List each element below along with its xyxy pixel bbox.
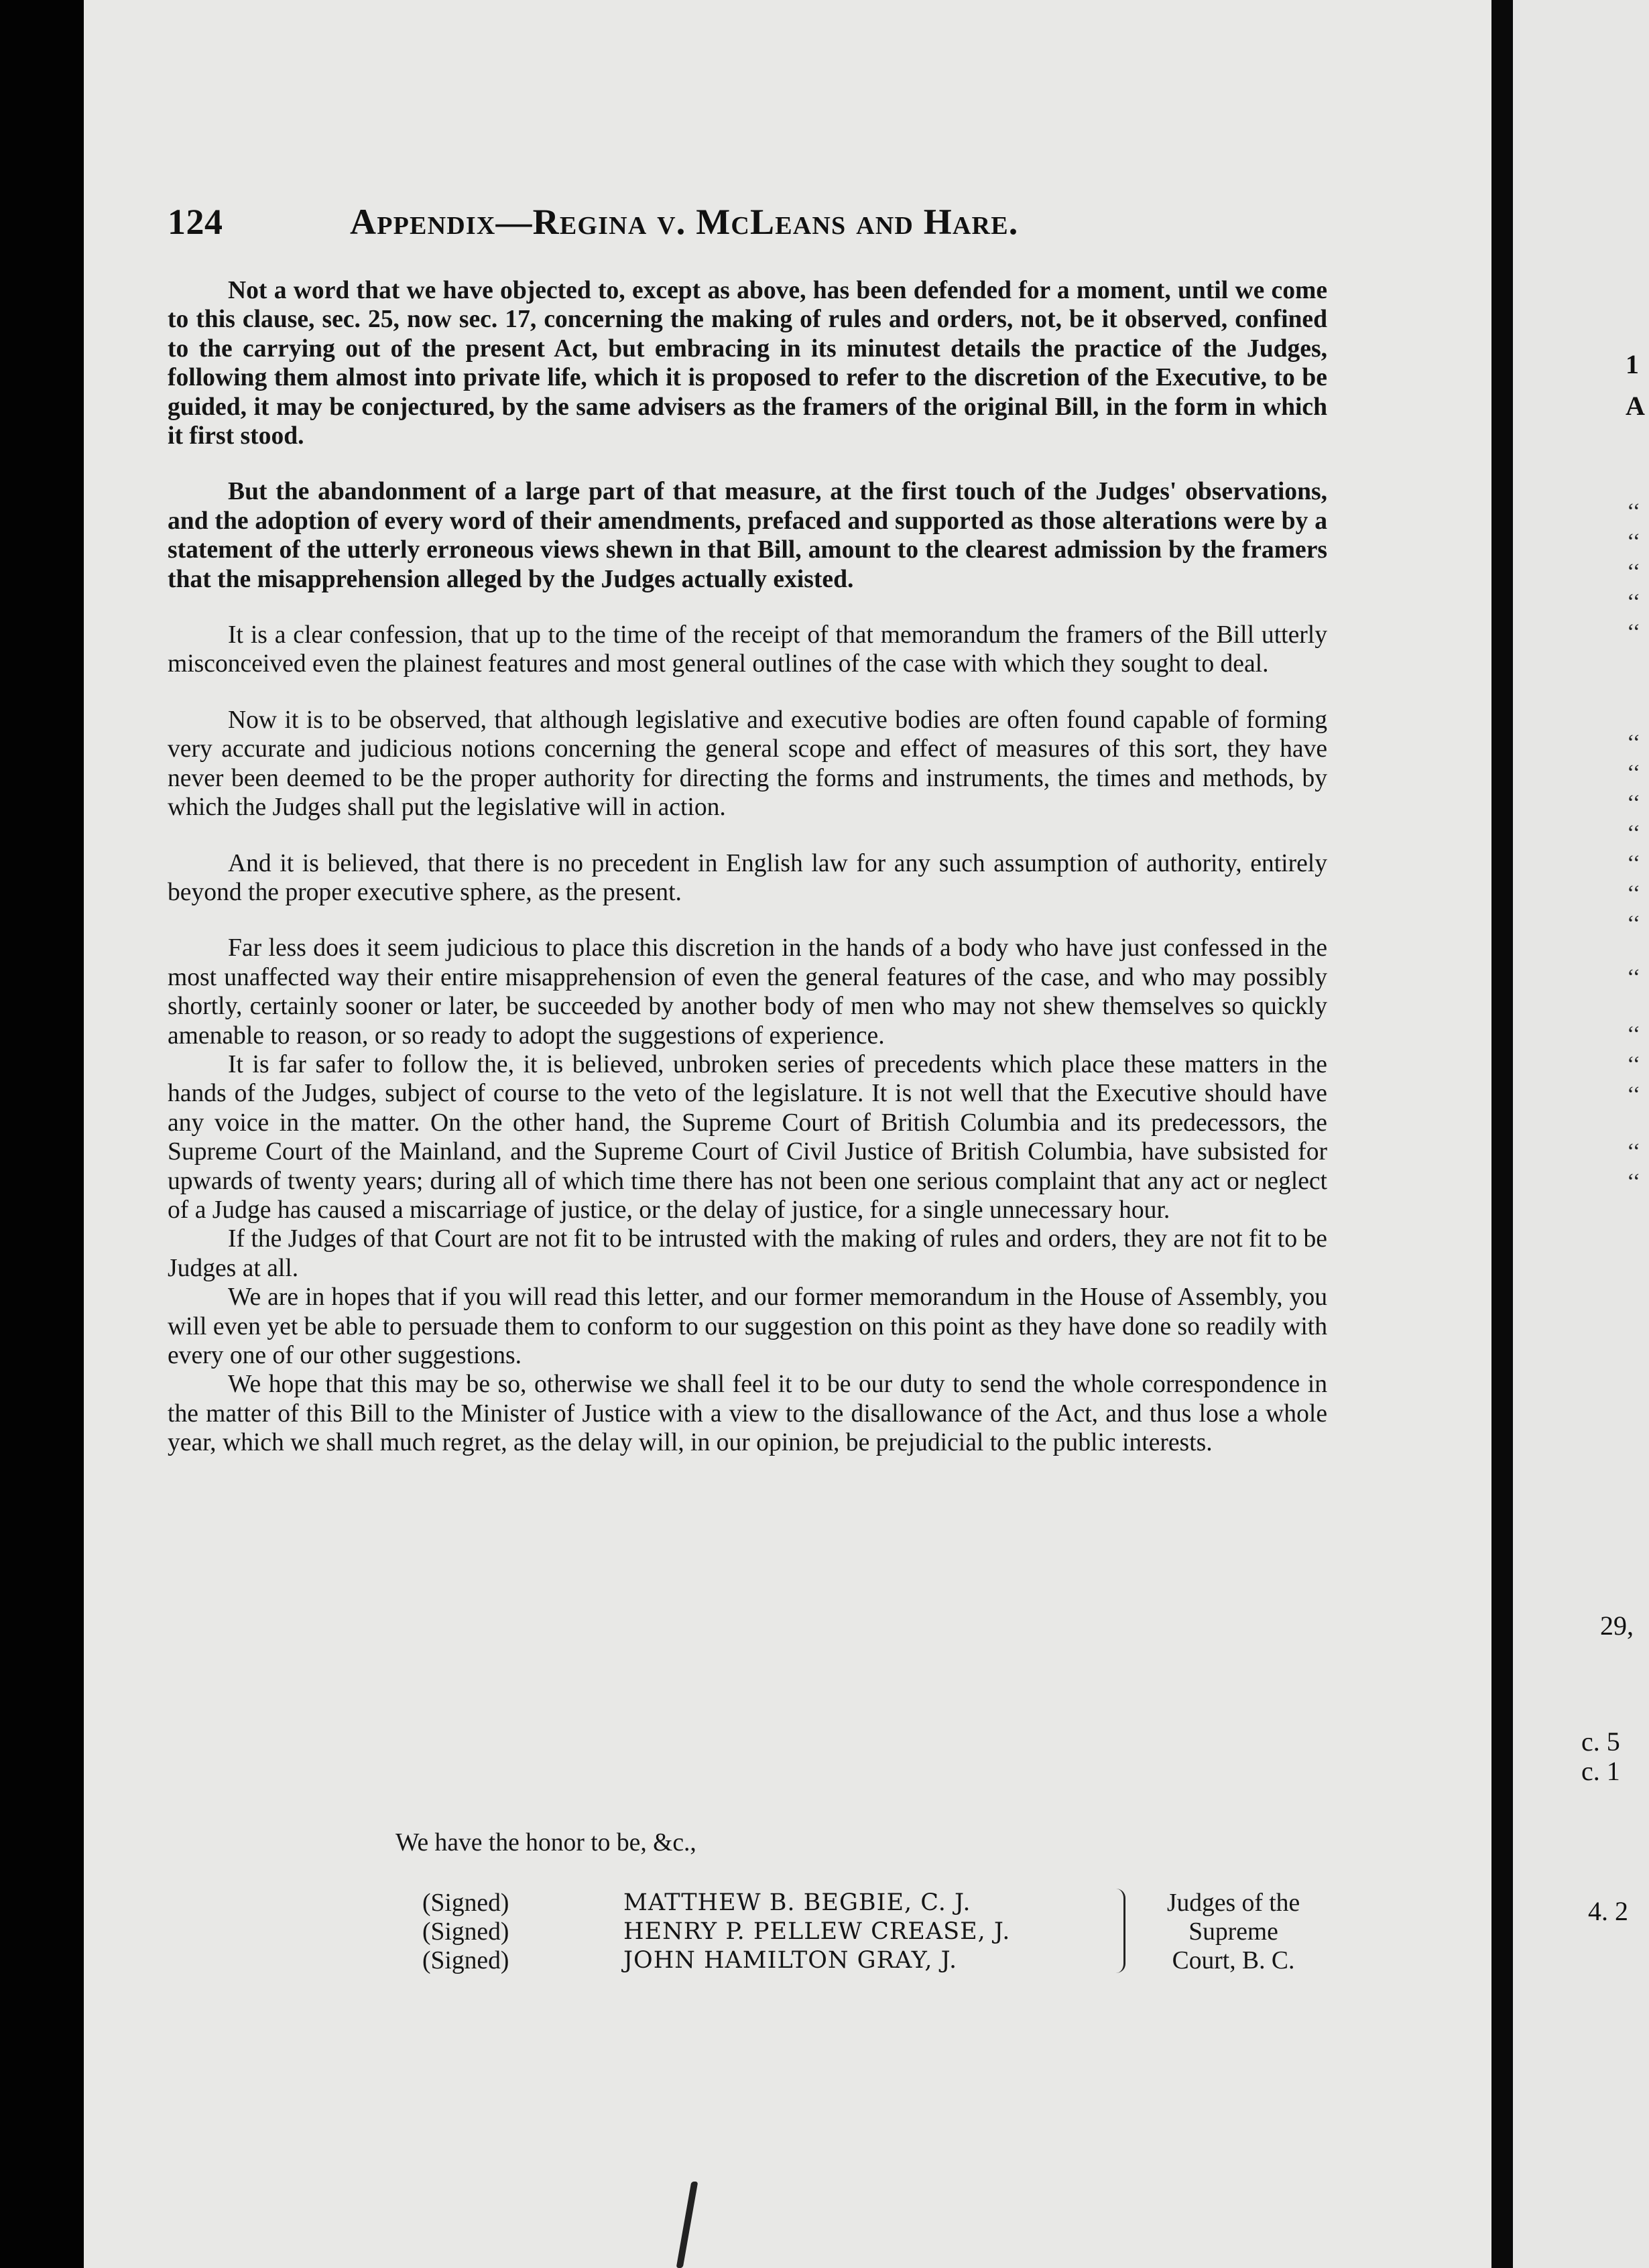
quote-mark: ‘‘	[1627, 791, 1641, 816]
paragraph: It is far safer to follow the, it is believed, unbroken series of precedents which place these matters in the hands of the Judges, subject of course to the veto of the legislature. It is not well that the Executive should have any voice in the matter. On the other hand, the Supreme Court of British Columbia and its predecessors, the Supreme Court of the Mainland, and the Supreme Court of Civil Justice of British Columbia, have subsisted for upwards of twenty years; during all of which time there has not been one serious complaint that any act or neglect of a Judge has caused a miscarriage of justice, or the delay of justice, for a single unnecessary hour.	[168, 1050, 1327, 1224]
quote-mark: ‘‘	[1627, 1170, 1641, 1194]
paragraph: And it is believed, that there is no precedent in English law for any such assumption of authority, entirely beyond the proper executive sphere, as the present.	[168, 849, 1327, 906]
running-head: Appendix—Regina v. McLeans and Hare.	[350, 202, 1019, 242]
page-number: 124	[168, 202, 223, 242]
adjacent-page-fragment: 1	[1626, 349, 1639, 379]
court-line: Court, B. C.	[1172, 1947, 1295, 1974]
quote-mark: ‘‘	[1627, 499, 1641, 524]
quote-mark: ‘‘	[1627, 1052, 1641, 1077]
signatory-name: MATTHEW B. BEGBIE, C. J.	[623, 1889, 971, 1916]
paragraph: Not a word that we have objected to, except as above, has been defended for a moment, until we come to this clause, sec. 25, now sec. 17, concerning the making of rules and orders, not, be it observed, confined to the carrying out of the present Act, but embracing in its minutest details the practice of the Judges, following them almost into private life, which it is proposed to refer to the discretion of the Executive, to be guided, it may be conjectured, by the same advisers as the framers of the original Bill, in the form in which it first stood.	[168, 277, 1327, 450]
adjacent-page-fragment: A	[1626, 391, 1645, 421]
scan-frame-left	[0, 0, 84, 2268]
page-header	[168, 201, 1334, 248]
paragraph: It is a clear confession, that up to the time of the receipt of that memorandum the framers of the Bill utterly misconceived even the plainest features and most general outlines of the case with which they sought to deal.	[168, 621, 1327, 678]
quote-mark: ‘‘	[1627, 560, 1641, 584]
paragraph: But the abandonment of a large part of that measure, at the first touch of the Judges' observations, and the adoption of every word of their amendments, prefaced and supported as those alterations were by a statement of the utterly erroneous views shewn in that Bill, amount to the clearest admission by the framers that the misapprehension alleged by the Judges actually existed.	[168, 478, 1327, 593]
adjacent-page-fragment: c. 5	[1581, 1726, 1620, 1757]
quote-mark: ‘‘	[1627, 1082, 1641, 1107]
signed-label: (Signed)	[422, 1889, 509, 1917]
quote-mark: ‘‘	[1627, 1022, 1641, 1047]
signatory-name: JOHN HAMILTON GRAY, J.	[623, 1947, 958, 1974]
quote-mark: ‘‘	[1627, 1139, 1641, 1164]
book-gutter	[1491, 0, 1513, 2268]
paragraph: Far less does it seem judicious to place this discretion in the hands of a body who have just confessed in the most unaffected way their entire misapprehension of even the general features of the case, and who may possibly shortly, certainly sooner or later, be succeeded by another body of men who may not shew themselves so quickly amenable to reason, or so ready to adopt the suggestions of experience.	[168, 934, 1327, 1050]
quote-mark: ‘‘	[1627, 881, 1641, 906]
signatory-name: HENRY P. PELLEW CREASE, J.	[623, 1918, 1011, 1945]
right-brace	[1113, 1889, 1125, 1973]
adjacent-page-fragment: c. 1	[1581, 1756, 1620, 1786]
quote-mark: ‘‘	[1627, 911, 1641, 936]
quote-mark: ‘‘	[1627, 620, 1641, 645]
adjacent-page-fragment: 4. 2	[1588, 1896, 1628, 1926]
quote-mark: ‘‘	[1627, 965, 1641, 990]
quote-mark: ‘‘	[1627, 851, 1641, 876]
paragraph: We are in hopes that if you will read this letter, and our former memorandum in the House of Assembly, you will even yet be able to persuade them to conform to our suggestion on this point as they have done so readily with every one of our other suggestions.	[168, 1283, 1327, 1369]
adjacent-page-fragment: 29,	[1600, 1611, 1634, 1641]
signed-label: (Signed)	[422, 1947, 509, 1974]
paragraph: We hope that this may be so, otherwise we shall feel it to be our duty to send the whole correspondence in the matter of this Bill to the Minister of Justice with a view to the disallowance of the Act, and thus lose a whole year, which we shall much regret, as the delay will, in our opinion, be prejudicial to the public interests.	[168, 1371, 1327, 1457]
quote-mark: ‘‘	[1627, 731, 1641, 755]
court-line: Judges of the	[1166, 1889, 1300, 1917]
quote-mark: ‘‘	[1627, 821, 1641, 846]
paragraph: If the Judges of that Court are not fit to be intrusted with the making of rules and orders, they are not fit to be Judges at all.	[168, 1225, 1327, 1282]
signed-label: (Signed)	[422, 1918, 509, 1946]
signature-block	[335, 1889, 1327, 1975]
quote-mark: ‘‘	[1627, 529, 1641, 554]
quote-mark: ‘‘	[1627, 590, 1641, 615]
court-line: Supreme	[1188, 1918, 1278, 1946]
court-designation	[1136, 1889, 1331, 1975]
paragraph: Now it is to be observed, that although legislative and executive bodies are often found capable of forming very accurate and judicious notions concerning the general scope and effect of measures of this sort, they have never been deemed to be the proper authority for directing the forms and instruments, the times and methods, by which the Judges shall put the legislative will in action.	[168, 706, 1327, 822]
closing-line: We have the honor to be, &c.,	[395, 1829, 696, 1856]
body-text	[168, 276, 1327, 1458]
adjacent-page-edge	[1513, 0, 1649, 2268]
quote-mark: ‘‘	[1627, 761, 1641, 785]
